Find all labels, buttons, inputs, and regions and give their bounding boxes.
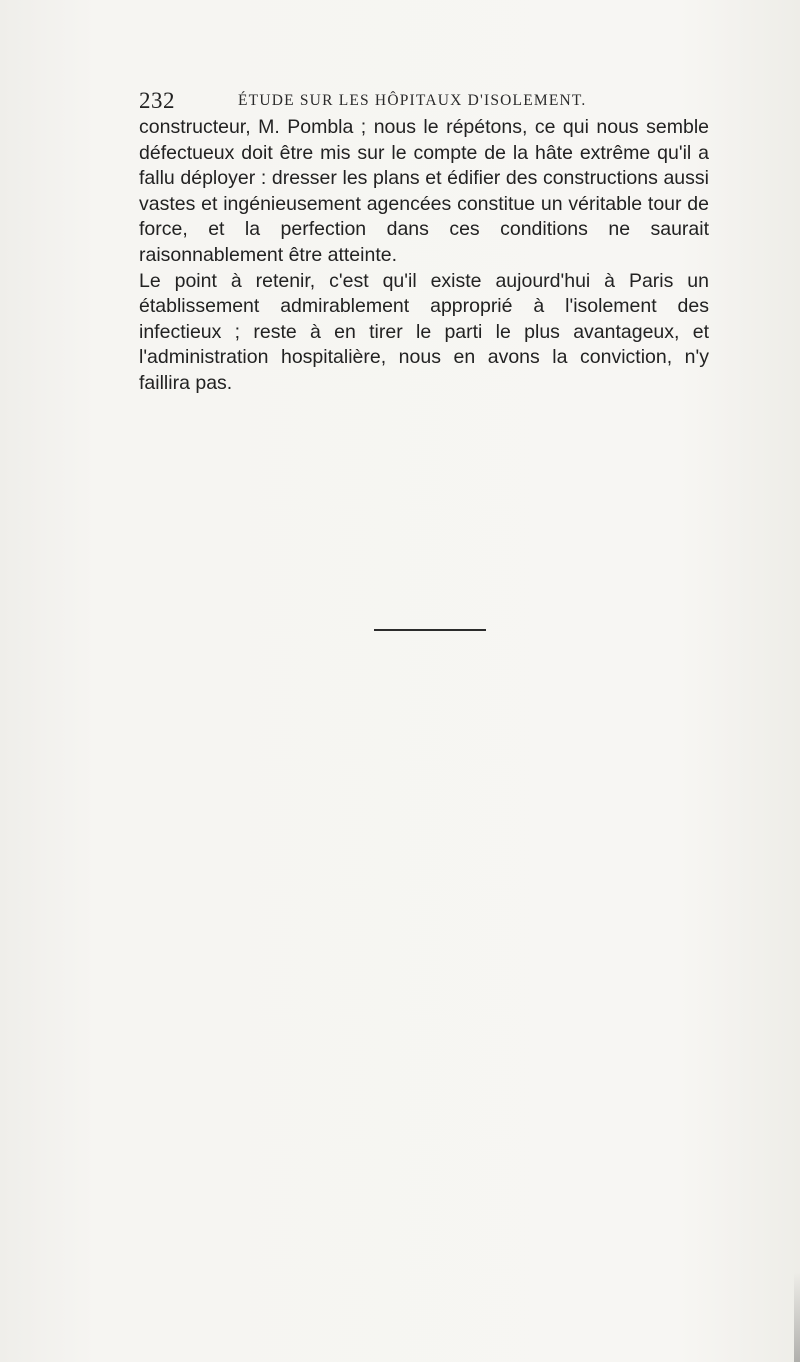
section-end-rule xyxy=(374,629,486,631)
paragraph: constructeur, M. Pombla ; nous le répétons, ce qui nous semble défectueux doit être mis sur le compte de la hâte extrême qu'il a fallu déployer : dresser les plans et édifier des constructions aussi vastes et ingénieusement agencées constitue un véritable tour de force, et la perfection dans ces conditions ne saurait raisonnablement être atteinte. xyxy=(139,116,709,266)
body-text xyxy=(139,115,709,397)
running-head: ÉTUDE SUR LES HÔPITAUX D'ISOLEMENT. xyxy=(238,92,587,109)
page-number: 232 xyxy=(139,88,175,113)
page-header xyxy=(139,88,719,118)
page-edge-shadow xyxy=(794,1272,800,1362)
paragraph: Le point à retenir, c'est qu'il existe aujourd'hui à Paris un établissement admirablement approprié à l'isolement des infectieux ; reste à en tirer le parti le plus avantageux, et l'administration hospitalière, nous en avons la conviction, n'y faillira pas. xyxy=(139,269,709,394)
